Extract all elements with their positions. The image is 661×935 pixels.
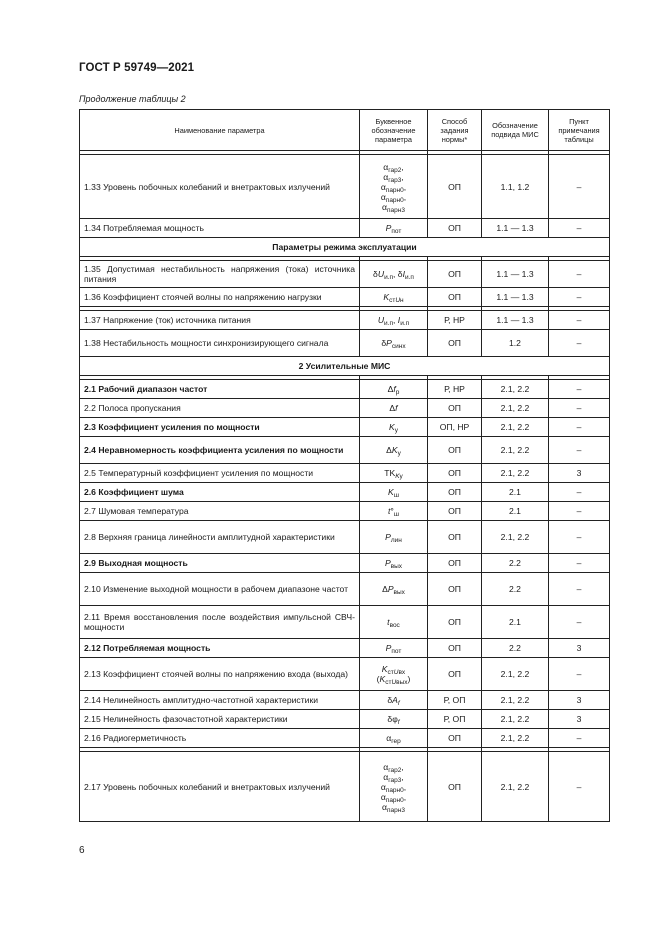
section-title: 2 Усилительные МИС [80,357,610,376]
param-name: 1.35 Допустимая нестабильность напряжения (тока) источника питания [80,261,360,288]
param-note: – [549,288,610,307]
param-symbol: $P_{пот}$ [360,219,428,238]
param-subtype: 1.1, 1.2 [482,155,549,219]
param-symbol: $t^\circ_ш$ [360,502,428,521]
param-name: 1.33 Уровень побочных колебаний и внетрактовых излучений [80,155,360,219]
param-subtype: 2.1, 2.2 [482,658,549,691]
param-name: 2.5 Температурный коэффициент усиления по мощности [80,464,360,483]
param-name: 2.12 Потребляемая мощность [80,639,360,658]
param-subtype: 1.1 — 1.3 [482,311,549,330]
param-name: 2.7 Шумовая температура [80,502,360,521]
param-method: Р, ОП [428,710,482,729]
param-symbol: $U_{и.п}$, $I_{и.п}$ [360,311,428,330]
table-row [80,155,610,219]
param-name: 2.11 Время восстановления после воздействия импульсной СВЧ-мощности [80,606,360,639]
param-method: Р, НР [428,311,482,330]
table-row [80,418,610,437]
table-row [80,380,610,399]
param-note: – [549,573,610,606]
param-symbol: $\alpha_{гар2}$, $\alpha_{гар3}$, $\alpha_{парн0}$, $\alpha_{парн0}$, $\alpha_{парн3}$ [360,155,428,219]
param-symbol: $P_{вых}$ [360,554,428,573]
param-symbol: $\delta\varphi_f$ [360,710,428,729]
table-row [80,658,610,691]
table-row [80,639,610,658]
column-header-method: Способ задания нормы* [428,110,482,151]
table-row [80,710,610,729]
param-note: – [549,658,610,691]
param-name: 2.2 Полоса пропускания [80,399,360,418]
param-name: 2.14 Нелинейность амплитудно-частотной характеристики [80,691,360,710]
param-method: ОП [428,729,482,748]
param-name: 1.38 Нестабильность мощности синхронизирующего сигнала [80,330,360,357]
table-row [80,606,610,639]
param-subtype: 2.1, 2.2 [482,691,549,710]
param-note: – [549,521,610,554]
param-note: – [549,418,610,437]
param-subtype: 2.1 [482,502,549,521]
param-symbol: $\Delta K_у$ [360,437,428,464]
table-row [80,288,610,307]
param-symbol: $\alpha_{гер}$ [360,729,428,748]
param-name: 2.16 Радиогерметичность [80,729,360,748]
param-subtype: 2.2 [482,639,549,658]
param-subtype: 1.1 — 1.3 [482,288,549,307]
param-symbol: $K_{стUвх}$ $(K_{стUвых})$ [360,658,428,691]
param-note: – [549,399,610,418]
param-subtype: 2.1, 2.2 [482,464,549,483]
param-method: Р, НР [428,380,482,399]
param-method: ОП [428,521,482,554]
param-name: 2.3 Коэффициент усиления по мощности [80,418,360,437]
param-method: ОП [428,155,482,219]
table-row [80,437,610,464]
param-note: – [549,554,610,573]
column-header-note: Пункт примечания таблицы [549,110,610,151]
param-name: 2.17 Уровень побочных колебаний и внетрактовых излучений [80,752,360,822]
param-symbol: $\delta P_{синх}$ [360,330,428,357]
table-row [80,729,610,748]
table-row [80,752,610,822]
param-method: ОП [428,554,482,573]
param-method: ОП [428,483,482,502]
param-method: ОП [428,606,482,639]
param-note: – [549,606,610,639]
param-symbol: $\Delta P_{вых}$ [360,573,428,606]
param-name: 1.37 Напряжение (ток) источника питания [80,311,360,330]
param-note: – [549,437,610,464]
table-continuation-caption: Продолжение таблицы 2 [79,94,186,104]
param-note: – [549,311,610,330]
param-method: ОП [428,752,482,822]
param-symbol: $\alpha_{гар2}$, $\alpha_{гар3}$, $\alpha_{парн0}$, $\alpha_{парн0}$, $\alpha_{парн3}$ [360,752,428,822]
param-note: – [549,330,610,357]
section-row [80,238,610,257]
param-method: ОП [428,437,482,464]
param-note: – [549,752,610,822]
param-subtype: 2.2 [482,573,549,606]
param-symbol: $P_{лин}$ [360,521,428,554]
param-name: 2.6 Коэффициент шума [80,483,360,502]
table-row [80,219,610,238]
param-symbol: $\Delta f_р$ [360,380,428,399]
column-header-name: Наименование параметра [80,110,360,151]
document-header: ГОСТ Р 59749—2021 [79,62,195,74]
table-header-row [80,110,610,151]
param-subtype: 1.2 [482,330,549,357]
table-row [80,311,610,330]
param-name: 2.15 Нелинейность фазочастотной характеристики [80,710,360,729]
param-symbol: $K_ш$ [360,483,428,502]
section-row [80,357,610,376]
param-symbol: $\delta U_{и.п}$, $\delta I_{и.п}$ [360,261,428,288]
param-name: 2.8 Верхняя граница линейности амплитудной характеристики [80,521,360,554]
table-row [80,399,610,418]
param-method: ОП [428,502,482,521]
param-method: ОП [428,639,482,658]
param-subtype: 2.1 [482,483,549,502]
param-note: – [549,729,610,748]
param-subtype: 2.2 [482,554,549,573]
param-note: – [549,219,610,238]
table-row [80,691,610,710]
param-subtype: 2.1, 2.2 [482,399,549,418]
param-subtype: 2.1, 2.2 [482,437,549,464]
param-subtype: 2.1, 2.2 [482,752,549,822]
param-symbol: $P_{пот}$ [360,639,428,658]
param-note: – [549,483,610,502]
param-note: – [549,502,610,521]
table-row [80,483,610,502]
param-symbol: $t_{вос}$ [360,606,428,639]
param-name: 2.10 Изменение выходной мощности в рабочем диапазоне частот [80,573,360,606]
param-subtype: 2.1, 2.2 [482,710,549,729]
table-row [80,261,610,288]
param-subtype: 1.1 — 1.3 [482,261,549,288]
param-subtype: 2.1, 2.2 [482,521,549,554]
param-method: ОП [428,573,482,606]
param-subtype: 2.1, 2.2 [482,380,549,399]
param-method: ОП [428,219,482,238]
param-symbol: $K_{стUн}$ [360,288,428,307]
param-method: ОП, НР [428,418,482,437]
param-symbol: $\delta A_f$ [360,691,428,710]
param-method: ОП [428,464,482,483]
param-note: 3 [549,464,610,483]
page-number: 6 [79,845,85,856]
param-method: Р, ОП [428,691,482,710]
table-row [80,502,610,521]
param-note: 3 [549,710,610,729]
param-subtype: 2.1, 2.2 [482,729,549,748]
param-note: – [549,380,610,399]
param-note: 3 [549,639,610,658]
param-name: 2.9 Выходная мощность [80,554,360,573]
param-method: ОП [428,261,482,288]
param-subtype: 2.1 [482,606,549,639]
param-name: 2.13 Коэффициент стоячей волны по напряжению входа (выхода) [80,658,360,691]
param-note: – [549,155,610,219]
table-row [80,573,610,606]
param-method: ОП [428,288,482,307]
table-row [80,330,610,357]
param-name: 2.4 Неравномерность коэффициента усиления по мощности [80,437,360,464]
table-row [80,554,610,573]
section-title: Параметры режима эксплуатации [80,238,610,257]
param-note: – [549,261,610,288]
param-method: ОП [428,658,482,691]
table-row [80,464,610,483]
param-symbol: $TK_{Kу}$ [360,464,428,483]
param-symbol: Δf [360,399,428,418]
param-name: 1.34 Потребляемая мощность [80,219,360,238]
table-row [80,521,610,554]
param-method: ОП [428,330,482,357]
column-header-subtype: Обозначение подвида МИС [482,110,549,151]
param-method: ОП [428,399,482,418]
param-symbol: $K_у$ [360,418,428,437]
param-name: 1.36 Коэффициент стоячей волны по напряжению нагрузки [80,288,360,307]
param-subtype: 2.1, 2.2 [482,418,549,437]
parameters-table [79,109,610,822]
param-name: 2.1 Рабочий диапазон частот [80,380,360,399]
column-header-symbol: Буквенное обозначение параметра [360,110,428,151]
param-subtype: 1.1 — 1.3 [482,219,549,238]
param-note: 3 [549,691,610,710]
